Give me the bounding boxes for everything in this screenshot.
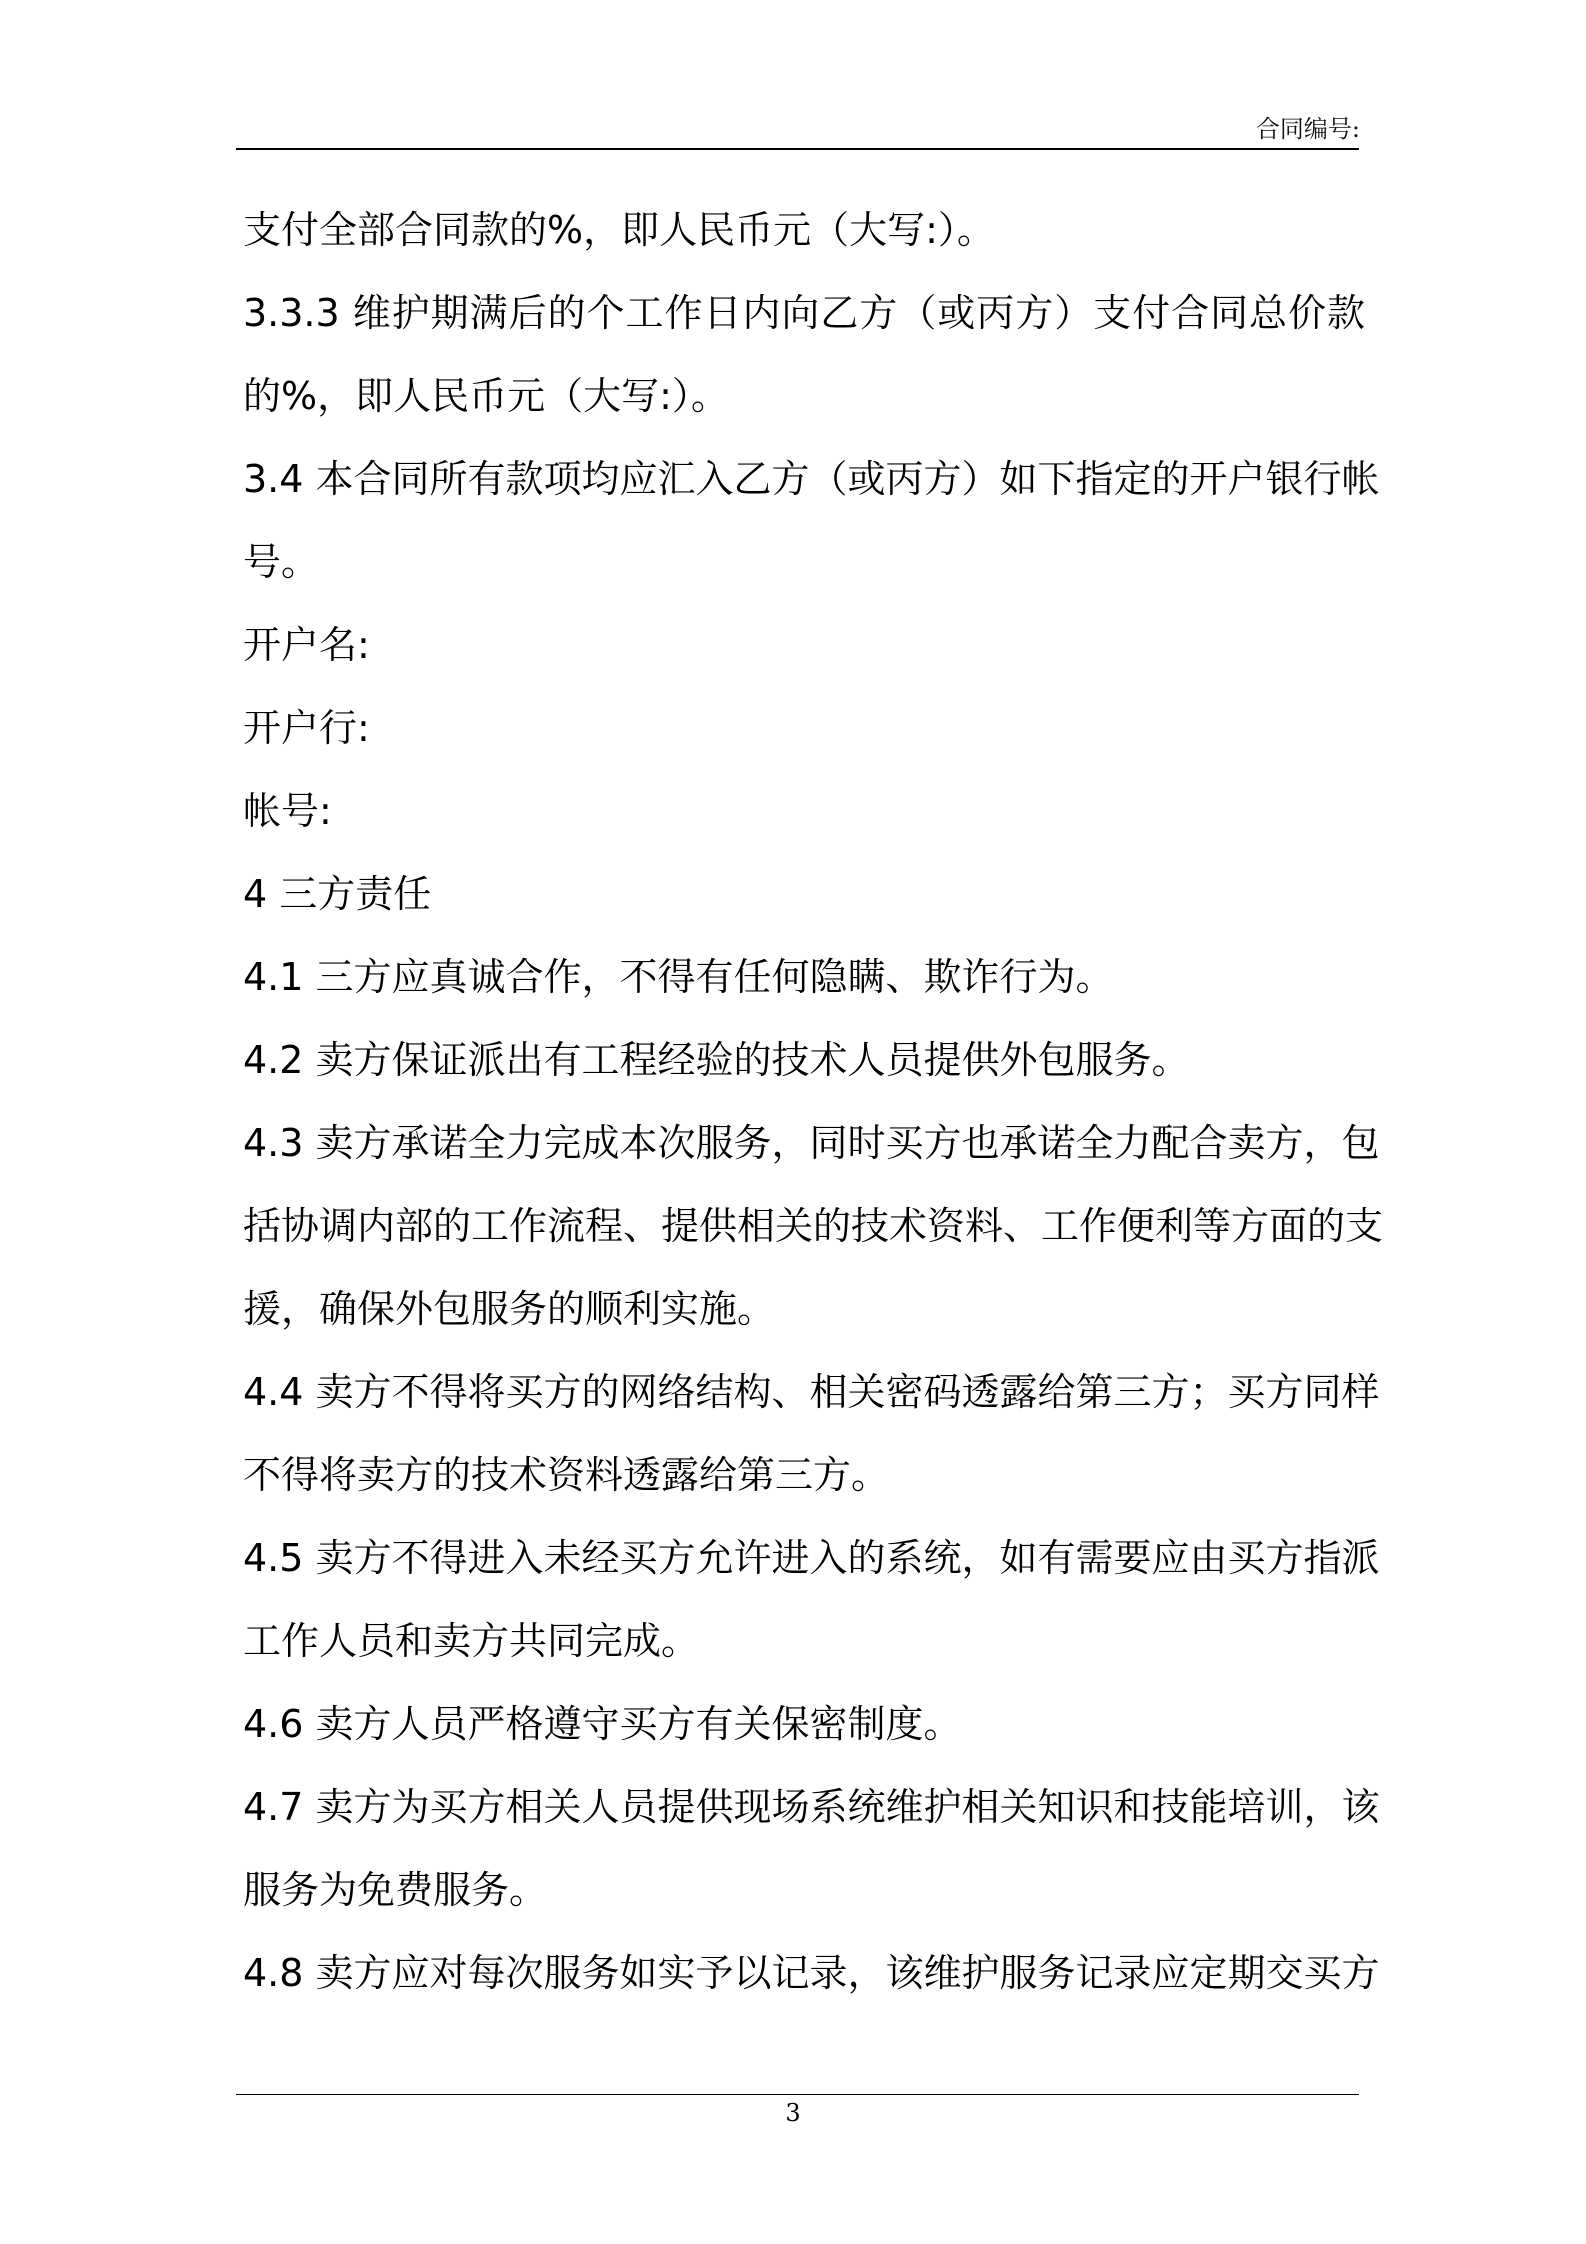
document-body xyxy=(243,199,1384,2025)
body-line: 4.3 卖方承诺全力完成本次服务，同时买方也承诺全力配合卖方，包 xyxy=(243,1121,1380,1165)
body-line: 开户行: xyxy=(243,706,370,750)
body-line: 4.8 卖方应对每次服务如实予以记录，该维护服务记录应定期交买方 xyxy=(243,1951,1380,1995)
body-line: 4.7 卖方为买方相关人员提供现场系统维护相关知识和技能培训，该 xyxy=(243,1785,1380,1829)
body-line: 4.5 卖方不得进入未经买方允许进入的系统，如有需要应由买方指派 xyxy=(243,1536,1380,1580)
body-line: 括协调内部的工作流程、提供相关的技术资料、工作便利等方面的支 xyxy=(243,1204,1384,1248)
body-line: 4.6 卖方人员严格遵守买方有关保密制度。 xyxy=(243,1702,962,1746)
body-line: 3.3.3 维护期满后的个工作日内向乙方（或丙方）支付合同总价款 xyxy=(243,291,1365,335)
body-line: 不得将卖方的技术资料透露给第三方。 xyxy=(243,1453,890,1497)
contract-number-label: 合同编号: xyxy=(1255,115,1360,143)
body-line: 4.2 卖方保证派出有工程经验的技术人员提供外包服务。 xyxy=(243,1038,1190,1082)
body-line: 支付全部合同款的%，即人民币元（大写:）。 xyxy=(243,208,995,252)
body-line: 号。 xyxy=(243,540,320,584)
body-line: 开户名: xyxy=(243,623,370,667)
body-line: 工作人员和卖方共同完成。 xyxy=(243,1619,700,1663)
body-line: 服务为免费服务。 xyxy=(243,1868,548,1912)
body-line: 3.4 本合同所有款项均应汇入乙方（或丙方）如下指定的开户银行帐 xyxy=(243,457,1380,501)
footer-divider xyxy=(236,2094,1359,2095)
header-divider xyxy=(236,148,1359,150)
body-line: 帐号: xyxy=(243,789,332,833)
body-line: 4.1 三方应真诚合作，不得有任何隐瞒、欺诈行为。 xyxy=(243,955,1114,999)
body-line: 援，确保外包服务的顺利实施。 xyxy=(243,1287,776,1331)
body-line: 4.4 卖方不得将买方的网络结构、相关密码透露给第三方；买方同样 xyxy=(243,1370,1380,1414)
page-number: 3 xyxy=(785,2099,801,2127)
section-heading: 4 三方责任 xyxy=(243,872,432,916)
body-line: 的%，即人民币元（大写:）。 xyxy=(243,374,729,418)
